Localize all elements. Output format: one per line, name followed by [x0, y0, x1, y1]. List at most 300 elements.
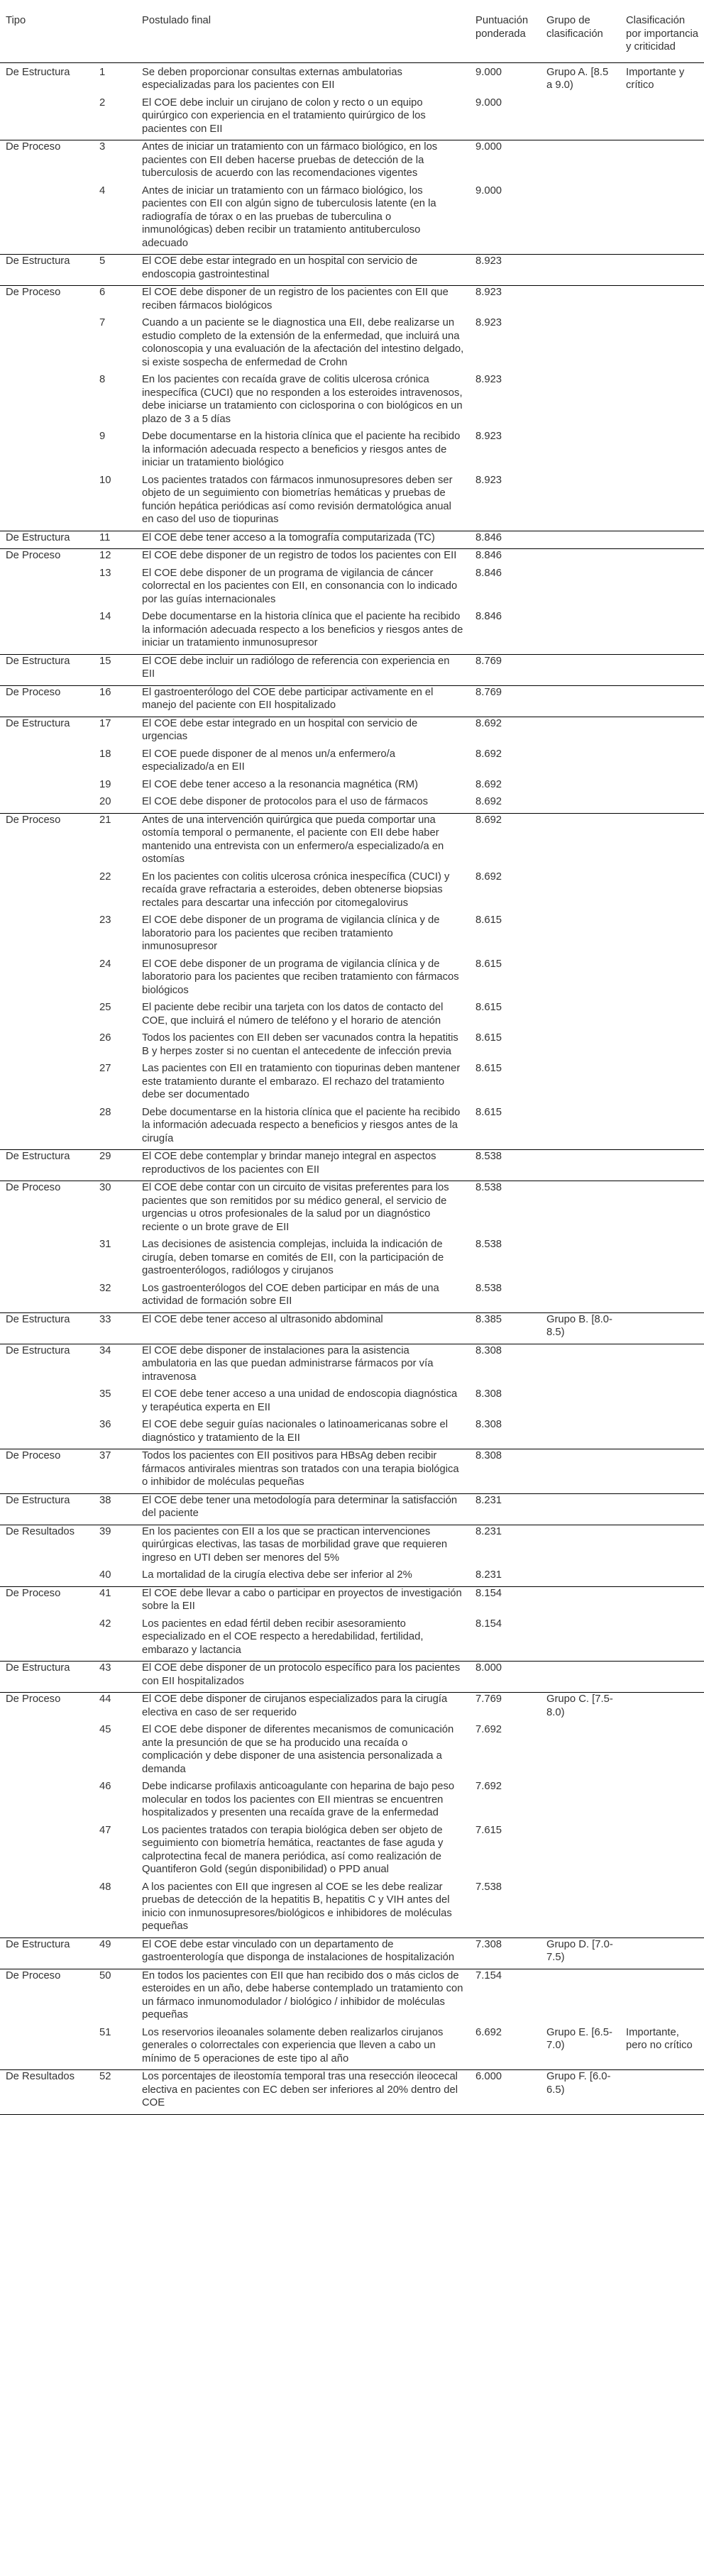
cell-grupo — [541, 1525, 620, 1569]
cell-grupo — [541, 1106, 620, 1150]
table-row — [0, 1662, 704, 1693]
cell-numero: 29 — [94, 1150, 136, 1181]
cell-numero: 41 — [94, 1586, 136, 1618]
cell-numero: 49 — [94, 1937, 136, 1969]
cell-postulado: El COE debe tener acceso a la resonancia magnética (RM) — [142, 778, 419, 790]
cell-postulado: El gastroenterólogo del COE debe participar activamente en el manejo del paciente con EII hospitalizado — [136, 685, 470, 717]
cell-clasificacion — [620, 1662, 704, 1693]
cell-puntuacion: 8.615 — [475, 1002, 502, 1013]
cell-postulado: El COE debe tener acceso a la tomografía computarizada (TC) — [136, 531, 470, 549]
cell-numero: 31 — [99, 1239, 111, 1250]
cell-tipo — [0, 610, 94, 654]
cell-puntuacion: 8.538 — [475, 1282, 502, 1294]
cell-puntuacion: 8.846 — [475, 611, 502, 622]
cell-tipo: De Proceso — [0, 1449, 94, 1494]
cell-grupo — [541, 1723, 620, 1780]
table-row — [0, 1282, 704, 1313]
cell-tipo — [0, 748, 94, 778]
table-row — [0, 685, 704, 717]
cell-tipo — [0, 1001, 94, 1032]
cell-grupo — [541, 1569, 620, 1586]
table-row — [0, 1525, 704, 1569]
cell-puntuacion: 8.538 — [470, 1150, 541, 1181]
cell-numero: 34 — [94, 1344, 136, 1388]
cell-postulado: El COE debe tener una metodología para determinar la satisfacción del paciente — [136, 1493, 470, 1525]
cell-grupo — [541, 373, 620, 430]
cell-numero: 46 — [99, 1781, 111, 1792]
cell-grupo — [541, 813, 620, 870]
cell-tipo — [0, 914, 94, 958]
cell-tipo: De Estructura — [0, 1344, 94, 1388]
cell-postulado: Los pacientes tratados con terapia biológica deben ser objeto de seguimiento con biometría hemática, reactantes de fase aguda y calprotectina fecal de manera periódica, así como realización de Quantiferon Gold (según disponibilidad) o PPD anual — [142, 1824, 444, 1875]
cell-clasificacion — [620, 286, 704, 317]
cell-grupo — [541, 255, 620, 286]
table-row — [0, 1062, 704, 1106]
cell-postulado: El COE debe estar integrado en un hospital con servicio de endoscopia gastrointestinal — [136, 255, 470, 286]
cell-numero: 26 — [99, 1032, 111, 1044]
cell-postulado: Cuando a un paciente se le diagnostica una EII, debe realizarse un estudio completo de la extensión de la enfermedad, que incluirá una colonoscopia y una evaluación de la afectación del intestino delgado, si existe sospecha de enfermedad de Crohn — [142, 317, 464, 368]
cell-grupo: Grupo D. [7.0-7.5) — [541, 1937, 620, 1969]
cell-tipo — [0, 184, 94, 255]
cell-clasificacion — [620, 1062, 704, 1106]
cell-clasificacion — [620, 1106, 704, 1150]
cell-postulado: El COE debe incluir un cirujano de colon y recto o un equipo quirúrgico con experiencia en el tratamiento quirúrgico de los pacientes con EII — [142, 96, 426, 135]
cell-grupo: Grupo A. [8.5 a 9.0) — [546, 66, 609, 91]
table-row — [0, 654, 704, 685]
cell-clasificacion — [620, 778, 704, 796]
cell-puntuacion: 8.692 — [470, 813, 541, 870]
cell-postulado: Las decisiones de asistencia complejas, incluida la indicación de cirugía, deben tomarse en comités de EII, con la participación de gastroenterólogos, radiólogos y cirujanos — [142, 1239, 444, 1276]
cell-tipo: De Proceso — [0, 286, 94, 317]
cell-numero: 47 — [99, 1824, 111, 1836]
cell-grupo — [541, 1662, 620, 1693]
cell-grupo: Grupo E. [6.5-7.0) — [546, 2026, 612, 2051]
cell-tipo — [0, 567, 94, 611]
cell-postulado: Debe documentarse en la historia clínica que el paciente ha recibido la información adecuada respecto a los beneficios y riesgos antes de iniciar un tratamiento inmunosupresor — [142, 611, 463, 648]
cell-numero: 24 — [99, 958, 111, 970]
cell-grupo — [541, 1181, 620, 1239]
cell-grupo — [541, 474, 620, 531]
cell-puntuacion: 8.923 — [475, 317, 502, 328]
cell-postulado: A los pacientes con EII que ingresen al COE se les debe realizar pruebas de detección de la hepatitis B, hepatitis C y VIH antes del inicio con inmunosupresores/biológicos e inhibidores de moléculas pequeñas — [142, 1881, 452, 1932]
cell-tipo: De Estructura — [0, 717, 94, 748]
table-row — [0, 870, 704, 914]
cell-postulado: El COE debe contar con un circuito de visitas preferentes para los pacientes que son remitidos por su médico general, el servicio de urgencias u otros profesionales de la salud por un diagnóstico reciente o un brote grave de EII — [136, 1181, 470, 1239]
table-row — [0, 748, 704, 778]
cell-puntuacion: 7.154 — [470, 1969, 541, 2026]
cell-numero: 18 — [99, 748, 111, 760]
cell-numero: 44 — [94, 1693, 136, 1724]
cell-puntuacion: 8.000 — [470, 1662, 541, 1693]
cell-grupo — [541, 567, 620, 611]
cell-grupo — [541, 914, 620, 958]
cell-numero: 33 — [94, 1312, 136, 1344]
cell-puntuacion: 8.923 — [475, 431, 502, 442]
cell-tipo: De Estructura — [0, 654, 94, 685]
cell-clasificacion — [620, 1723, 704, 1780]
cell-puntuacion: 8.385 — [470, 1312, 541, 1344]
cell-postulado: El COE debe disponer de un programa de vigilancia de cáncer colorrectal en los pacientes con EII, en consonancia con lo indicado por las guías internacionales — [142, 567, 458, 605]
cell-numero: 25 — [99, 1002, 111, 1013]
cell-clasificacion — [620, 430, 704, 474]
cell-grupo — [541, 1493, 620, 1525]
cell-clasificacion — [620, 255, 704, 286]
cell-postulado: Los reservorios ileoanales solamente deben realizarlos cirujanos generales o colorrectales con experiencia que lleven a cabo un mínimo de 5 operaciones de este tipo al año — [142, 2026, 444, 2064]
table-row — [0, 1618, 704, 1662]
cell-puntuacion: 6.000 — [470, 2070, 541, 2115]
cell-tipo: De Estructura — [0, 255, 94, 286]
cell-clasificacion — [620, 1824, 704, 1881]
cell-clasificacion — [620, 96, 704, 140]
cell-grupo — [541, 1881, 620, 1938]
cell-puntuacion: 8.538 — [475, 1239, 502, 1250]
table-row — [0, 1181, 704, 1239]
cell-puntuacion: 7.308 — [470, 1937, 541, 1969]
cell-numero: 42 — [99, 1618, 111, 1630]
table-row — [0, 958, 704, 1002]
cell-tipo — [0, 958, 94, 1002]
cell-grupo — [541, 1618, 620, 1662]
cell-numero: 5 — [94, 255, 136, 286]
cell-grupo — [541, 958, 620, 1002]
cell-tipo: De Estructura — [0, 1150, 94, 1181]
cell-clasificacion — [620, 1618, 704, 1662]
cell-numero: 27 — [99, 1063, 111, 1074]
cell-postulado: Se deben proporcionar consultas externas ambulatorias especializadas para los pacientes con EII — [142, 66, 402, 91]
cell-numero: 52 — [94, 2070, 136, 2115]
cell-clasificacion — [620, 914, 704, 958]
cell-puntuacion: 8.615 — [475, 1032, 502, 1044]
cell-clasificacion: Importante, pero no crítico — [626, 2026, 693, 2051]
cell-grupo — [541, 549, 620, 567]
cell-grupo — [541, 1586, 620, 1618]
cell-postulado: En los pacientes con EII a los que se practican intervenciones quirúrgicas electivas, las tasas de morbilidad grave que requieren ingreso en UTI deben ser menores del 5% — [136, 1525, 470, 1569]
cell-tipo — [0, 1780, 94, 1824]
cell-postulado: En los pacientes con recaída grave de colitis ulcerosa crónica inespecífica (CUCI) que no responden a los esteroides intravenosos, debe iniciarse un tratamiento con ciclosporina o con biológicos en un plazo de 3 a 5 días — [142, 374, 463, 425]
cell-puntuacion: 8.769 — [470, 685, 541, 717]
table-row — [0, 567, 704, 611]
cell-tipo — [0, 1881, 94, 1938]
cell-puntuacion: 6.692 — [475, 2026, 502, 2038]
cell-tipo: De Proceso — [0, 813, 94, 870]
cell-clasificacion — [620, 2070, 704, 2115]
cell-tipo — [0, 795, 94, 813]
cell-grupo — [541, 1032, 620, 1062]
table-row — [0, 1032, 704, 1062]
cell-clasificacion — [620, 1525, 704, 1569]
table-row — [0, 1493, 704, 1525]
table-row — [0, 1881, 704, 1938]
cell-tipo — [0, 1062, 94, 1106]
cell-puntuacion: 8.615 — [475, 1106, 502, 1118]
cell-numero: 30 — [94, 1181, 136, 1239]
cell-tipo: De Proceso — [0, 1969, 94, 2026]
cell-numero: 13 — [99, 567, 111, 579]
cell-numero: 51 — [99, 2026, 111, 2038]
cell-tipo — [0, 1282, 94, 1313]
cell-grupo — [541, 430, 620, 474]
cell-puntuacion: 7.769 — [470, 1693, 541, 1724]
cell-numero: 3 — [94, 140, 136, 184]
cell-puntuacion: 8.692 — [475, 778, 502, 790]
cell-clasificacion — [620, 1418, 704, 1449]
cell-postulado: Debe documentarse en la historia clínica que el paciente ha recibido la información adecuada respecto a beneficios y riesgos antes de iniciar un tratamiento biológico — [142, 431, 461, 468]
cell-postulado: Antes de iniciar un tratamiento con un fármaco biológico, en los pacientes con EII deben hacerse pruebas de detección de la tuberculosis de acuerdo con las recomendaciones vigentes — [136, 140, 470, 184]
cell-clasificacion — [620, 654, 704, 685]
cell-tipo — [0, 316, 94, 373]
cell-clasificacion — [620, 748, 704, 778]
cell-clasificacion — [620, 1150, 704, 1181]
cell-grupo: Grupo B. [8.0-8.5) — [541, 1312, 620, 1344]
cell-puntuacion: 8.923 — [475, 474, 502, 486]
cell-grupo — [541, 1150, 620, 1181]
header-clasificacion: Clasificación por importancia y criticidad — [620, 0, 704, 62]
cell-tipo — [0, 1106, 94, 1150]
cell-numero: 32 — [99, 1282, 111, 1294]
cell-tipo: De Proceso — [0, 140, 94, 184]
cell-grupo — [541, 870, 620, 914]
cell-puntuacion: 8.231 — [475, 1569, 502, 1581]
cell-tipo — [0, 1824, 94, 1881]
cell-grupo — [541, 1238, 620, 1282]
table-row — [0, 1937, 704, 1969]
table-row — [0, 96, 704, 140]
table-row — [0, 184, 704, 255]
cell-clasificacion — [620, 1693, 704, 1724]
cell-grupo — [541, 531, 620, 549]
cell-puntuacion: 8.308 — [470, 1344, 541, 1388]
cell-postulado: Debe documentarse en la historia clínica que el paciente ha recibido la información adecuada respecto a beneficios y riesgos antes de la cirugía — [142, 1106, 461, 1144]
cell-tipo: De Proceso — [0, 1586, 94, 1618]
table-row — [0, 1106, 704, 1150]
cell-puntuacion: 8.231 — [470, 1525, 541, 1569]
cell-tipo — [0, 778, 94, 796]
cell-tipo: De Proceso — [0, 1693, 94, 1724]
cell-puntuacion: 9.000 — [470, 140, 541, 184]
cell-grupo — [541, 654, 620, 685]
cell-clasificacion — [620, 958, 704, 1002]
cell-puntuacion: 8.308 — [470, 1449, 541, 1494]
cell-grupo — [541, 1824, 620, 1881]
cell-clasificacion — [620, 795, 704, 813]
cell-postulado: El COE debe disponer de diferentes mecanismos de comunicación ante la presunción de que se ha producido una recaída o complicación y debe disponer de una asistencia personalizada a demanda — [142, 1724, 454, 1775]
table-row — [0, 914, 704, 958]
cell-numero: 36 — [99, 1419, 111, 1430]
table-row — [0, 549, 704, 567]
cell-puntuacion: 8.615 — [475, 914, 502, 926]
cell-grupo — [541, 1418, 620, 1449]
header-puntuacion: Puntuación ponderada — [470, 0, 541, 62]
cell-numero: 12 — [94, 549, 136, 567]
header-tipo: Tipo — [0, 0, 94, 62]
table-row — [0, 1449, 704, 1494]
cell-clasificacion — [620, 870, 704, 914]
cell-numero: 43 — [94, 1662, 136, 1693]
cell-grupo — [541, 1969, 620, 2026]
cell-grupo — [541, 795, 620, 813]
cell-grupo — [541, 748, 620, 778]
cell-puntuacion: 8.615 — [475, 958, 502, 970]
cell-grupo — [541, 286, 620, 317]
cell-tipo: De Proceso — [0, 685, 94, 717]
cell-grupo — [541, 1344, 620, 1388]
table-row — [0, 430, 704, 474]
table-row — [0, 2026, 704, 2070]
header-postulado: Postulado final — [136, 0, 470, 62]
table-row — [0, 1723, 704, 1780]
cell-clasificacion — [620, 1312, 704, 1344]
cell-numero: 19 — [99, 778, 111, 790]
cell-puntuacion: 8.769 — [470, 654, 541, 685]
cell-postulado: El COE puede disponer de al menos un/a enfermero/a especializado/a en EII — [142, 748, 395, 773]
cell-postulado: La mortalidad de la cirugía electiva debe ser inferior al 2% — [142, 1569, 412, 1581]
cell-numero: 28 — [99, 1106, 111, 1118]
cell-tipo — [0, 1569, 94, 1586]
table-row — [0, 1344, 704, 1388]
cell-postulado: El COE debe llevar a cabo o participar en proyectos de investigación sobre la EII — [136, 1586, 470, 1618]
cell-clasificacion — [620, 316, 704, 373]
cell-numero: 23 — [99, 914, 111, 926]
table-row — [0, 1969, 704, 2026]
cell-tipo — [0, 474, 94, 531]
cell-grupo: Grupo C. [7.5-8.0) — [541, 1693, 620, 1724]
table-row — [0, 1001, 704, 1032]
cell-grupo — [541, 140, 620, 184]
cell-puntuacion: 8.154 — [475, 1618, 502, 1630]
cell-grupo — [541, 1001, 620, 1032]
cell-grupo — [541, 778, 620, 796]
cell-puntuacion: 8.308 — [475, 1419, 502, 1430]
cell-clasificacion — [620, 1586, 704, 1618]
cell-puntuacion: 7.538 — [475, 1881, 502, 1893]
cell-clasificacion — [620, 1569, 704, 1586]
table-row — [0, 474, 704, 531]
cell-grupo — [541, 685, 620, 717]
cell-postulado: El COE debe contemplar y brindar manejo integral en aspectos reproductivos de los pacientes con EII — [136, 1150, 470, 1181]
cell-numero: 6 — [94, 286, 136, 317]
cell-clasificacion — [620, 1493, 704, 1525]
cell-numero: 7 — [99, 317, 106, 328]
cell-grupo — [541, 1282, 620, 1313]
cell-puntuacion: 8.846 — [470, 549, 541, 567]
cell-puntuacion: 8.692 — [475, 796, 502, 807]
cell-clasificacion — [620, 1282, 704, 1313]
cell-clasificacion — [620, 1001, 704, 1032]
cell-numero: 16 — [94, 685, 136, 717]
cell-numero: 50 — [94, 1969, 136, 2026]
cell-postulado: El COE debe disponer de protocolos para el uso de fármacos — [142, 796, 429, 807]
table-row — [0, 62, 704, 96]
cell-postulado: Los porcentajes de ileostomía temporal tras una resección ileocecal electiva en pacientes con EC deben ser inferiores al 20% dentro del COE — [136, 2070, 470, 2115]
cell-clasificacion — [620, 1969, 704, 2026]
cell-postulado: El COE debe disponer de cirujanos especializados para la cirugía electiva en caso de ser requerido — [136, 1693, 470, 1724]
cell-puntuacion: 8.923 — [470, 255, 541, 286]
table-row — [0, 778, 704, 796]
cell-postulado: El COE debe disponer de un registro de todos los pacientes con EII — [136, 549, 470, 567]
cell-clasificacion — [620, 1881, 704, 1938]
cell-numero: 38 — [94, 1493, 136, 1525]
cell-postulado: Debe indicarse profilaxis anticoagulante con heparina de bajo peso molecular en todos los pacientes con EII mientras se encuentren hospitalizados y presenten una recaída grave de la enfermedad — [142, 1781, 455, 1818]
cell-puntuacion: 9.000 — [475, 184, 502, 197]
cell-postulado: Antes de una intervención quirúrgica que pueda comportar una ostomía temporal o permanente, el paciente con EII debe haber mantenido una entrevista con un enfermero/a especializado/a en ostomías — [136, 813, 470, 870]
table-row — [0, 1780, 704, 1824]
cell-puntuacion: 9.000 — [475, 66, 502, 78]
cell-numero: 21 — [94, 813, 136, 870]
cell-numero: 20 — [99, 796, 111, 807]
cell-puntuacion: 8.846 — [475, 567, 502, 579]
cell-puntuacion: 8.538 — [470, 1181, 541, 1239]
table-row — [0, 373, 704, 430]
cell-grupo — [541, 1388, 620, 1418]
cell-tipo: De Estructura — [0, 1937, 94, 1969]
cell-tipo — [0, 1388, 94, 1418]
cell-postulado: En los pacientes con colitis ulcerosa crónica inespecífica (CUCI) y recaída grave refractaria a esteroides, deben obtenerse biopsias rectales para descartar una infección por citomegalovirus — [142, 870, 450, 909]
cell-clasificacion — [620, 474, 704, 531]
cell-numero: 39 — [94, 1525, 136, 1569]
cell-tipo: De Proceso — [0, 1181, 94, 1239]
cell-puntuacion: 7.692 — [475, 1724, 502, 1735]
cell-clasificacion — [620, 813, 704, 870]
table-row — [0, 610, 704, 654]
cell-grupo — [541, 316, 620, 373]
cell-numero: 35 — [99, 1388, 111, 1400]
cell-clasificacion — [620, 1238, 704, 1282]
table-row — [0, 1418, 704, 1449]
cell-postulado: El COE debe disponer de un protocolo específico para los pacientes con EII hospitalizados — [136, 1662, 470, 1693]
cell-tipo: De Resultados — [0, 1525, 94, 1569]
cell-grupo — [541, 610, 620, 654]
cell-postulado: El COE debe disponer de instalaciones para la asistencia ambulatoria en las que puedan administrarse fármacos por vía intravenosa — [136, 1344, 470, 1388]
cell-clasificacion — [620, 1181, 704, 1239]
cell-postulado: El COE debe disponer de un programa de vigilancia clínica y de laboratorio para los pacientes que reciben tratamiento inmunosupresor — [142, 914, 440, 952]
cell-postulado: Los pacientes tratados con fármacos inmunosupresores deben ser objeto de un seguimiento con biometrías hemáticas y pruebas de función hepática periódicas así como revisión dermatológica anual en caso del uso de tiopurinas — [142, 474, 453, 525]
cell-tipo: De Estructura — [0, 1312, 94, 1344]
table-row — [0, 795, 704, 813]
cell-postulado: El COE debe estar vinculado con un departamento de gastroenterología que disponga de instalaciones de hospitalización — [136, 1937, 470, 1969]
cell-numero: 4 — [99, 184, 106, 197]
cell-tipo: De Estructura — [0, 1662, 94, 1693]
table-row — [0, 1388, 704, 1418]
cell-puntuacion: 8.154 — [470, 1586, 541, 1618]
cell-tipo — [0, 373, 94, 430]
cell-grupo — [541, 96, 620, 140]
cell-clasificacion — [620, 1780, 704, 1824]
table-row — [0, 1569, 704, 1586]
cell-tipo: De Estructura — [0, 531, 94, 549]
cell-tipo — [0, 1238, 94, 1282]
table-row — [0, 286, 704, 317]
table-row — [0, 1586, 704, 1618]
cell-postulado: Todos los pacientes con EII positivos para HBsAg deben recibir fármacos antivirales mientras son tratados con una terapia biológica o inhibidor de moléculas pequeñas — [136, 1449, 470, 1494]
cell-tipo: De Estructura — [0, 1493, 94, 1525]
cell-postulado: Los pacientes en edad fértil deben recibir asesoramiento especializado en el COE respecto a heredabilidad, fertilidad, embarazo y lactancia — [142, 1618, 424, 1656]
cell-clasificacion — [620, 140, 704, 184]
cell-clasificacion — [620, 1032, 704, 1062]
cell-postulado: El paciente debe recibir una tarjeta con los datos de contacto del COE, que incluirá el número de teléfono y el horario de atención — [142, 1002, 444, 1027]
cell-numero: 9 — [99, 431, 106, 442]
table-row — [0, 531, 704, 549]
cell-grupo — [541, 1449, 620, 1494]
table-row — [0, 1312, 704, 1344]
cell-puntuacion: 8.923 — [470, 286, 541, 317]
cell-clasificacion — [620, 184, 704, 255]
cell-numero: 10 — [99, 474, 111, 486]
cell-puntuacion: 8.615 — [475, 1063, 502, 1074]
header-num — [94, 0, 136, 62]
header-row — [0, 0, 704, 62]
cell-clasificacion: Importante y crítico — [626, 66, 685, 91]
cell-numero: 45 — [99, 1724, 111, 1735]
